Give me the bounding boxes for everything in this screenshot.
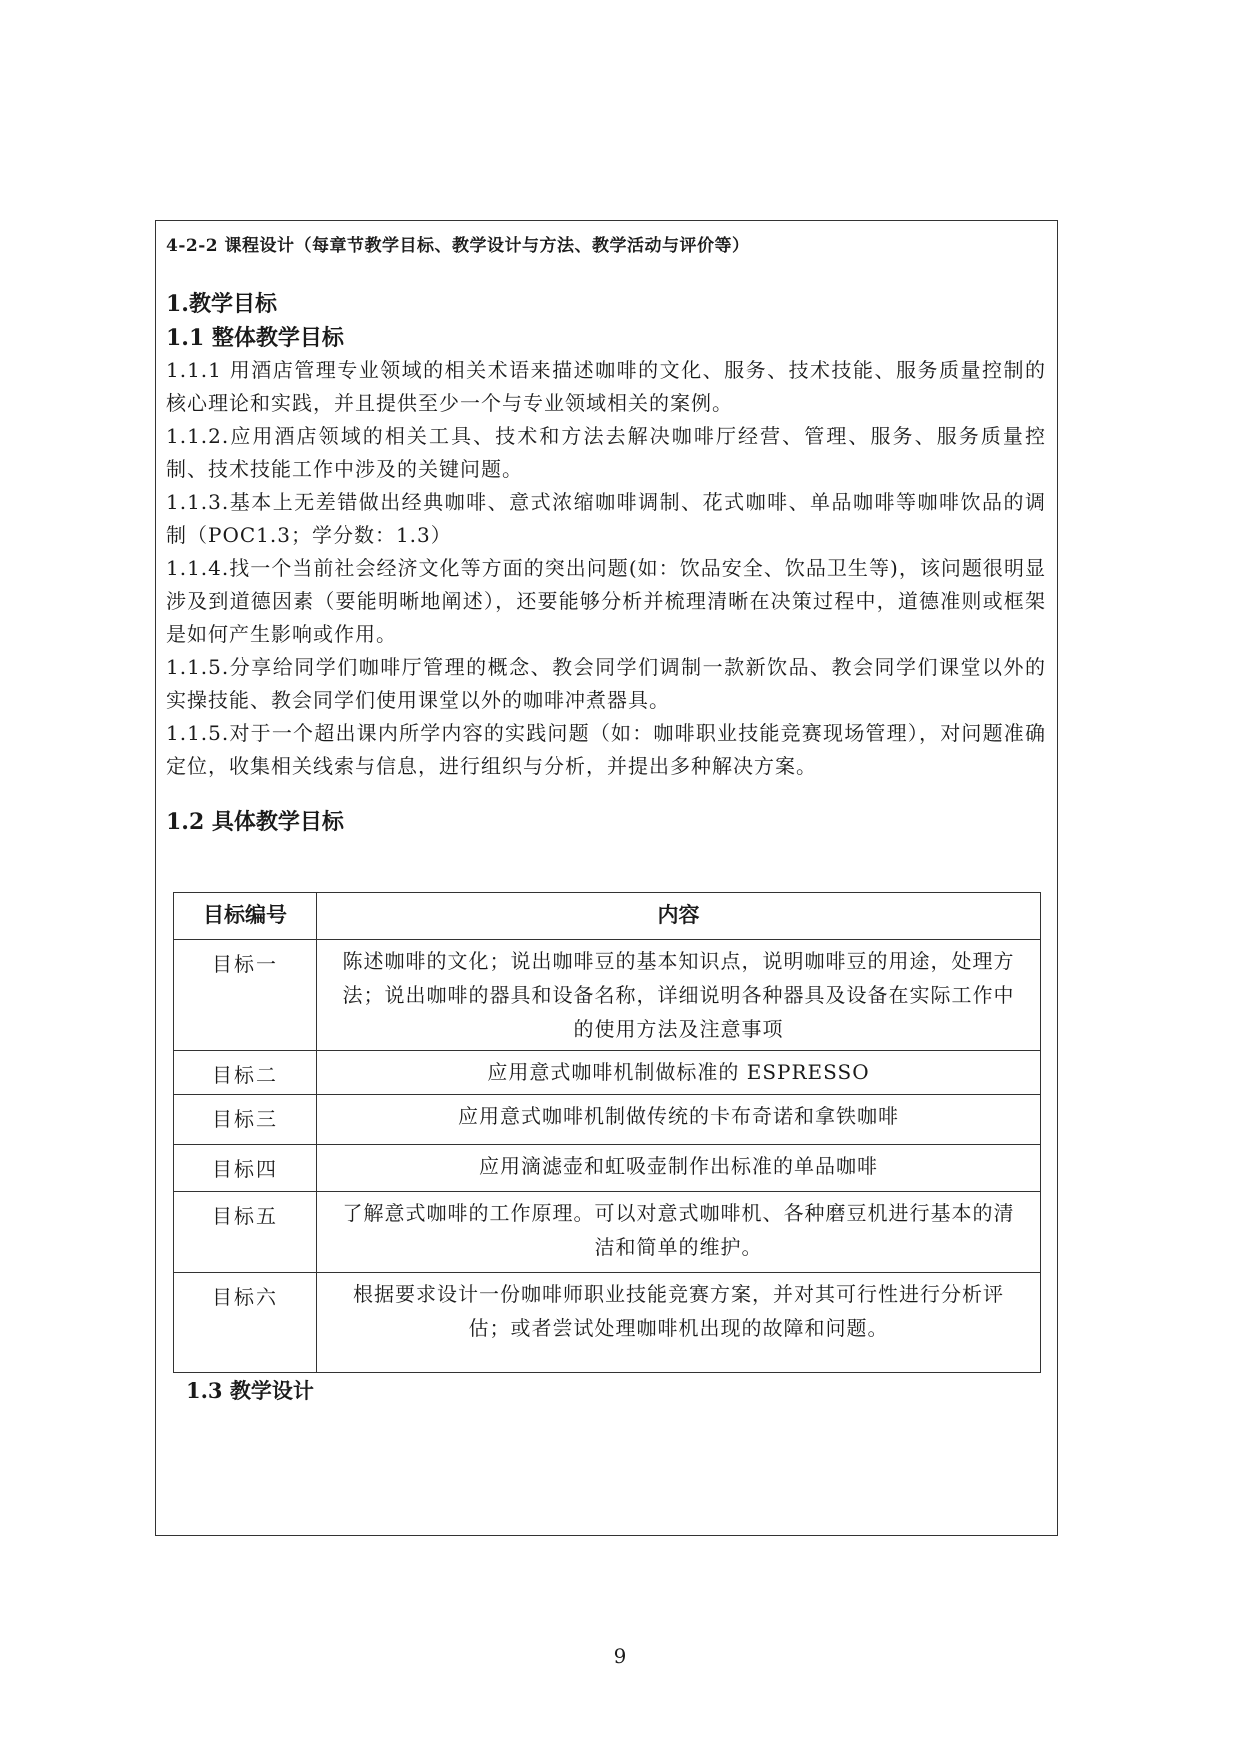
goal-id: 目标五 (174, 1192, 317, 1273)
goal-content: 陈述咖啡的文化；说出咖啡豆的基本知识点，说明咖啡豆的用途，处理方法；说出咖啡的器具和设备名称，详细说明各种器具及设备在实际工作中的使用方法及注意事项 (317, 940, 1041, 1051)
goal-id: 目标二 (174, 1051, 317, 1095)
table-header-row (174, 893, 1041, 940)
section-heading: 4-2-2 课程设计（每章节教学目标、教学设计与方法、教学活动与评价等） (166, 236, 750, 256)
goal-content: 应用意式咖啡机制做标准的 ESPRESSO (317, 1051, 1041, 1095)
goal-content: 应用意式咖啡机制做传统的卡布奇诺和拿铁咖啡 (317, 1095, 1041, 1145)
heading-overall-goals: 1.1 整体教学目标 (166, 325, 344, 351)
goals-table (173, 892, 1041, 1373)
goal-paragraph: 1.1.5.分享给同学们咖啡厅管理的概念、教会同学们调制一款新饮品、教会同学们课堂以外的实操技能、教会同学们使用课堂以外的咖啡冲煮器具。 (166, 655, 1046, 712)
heading-specific-goals: 1.2 具体教学目标 (166, 809, 344, 835)
heading-teaching-goals: 1.教学目标 (166, 291, 277, 317)
goal-paragraph: 1.1.4.找一个当前社会经济文化等方面的突出问题(如：饮品安全、饮品卫生等)，该问题很明显涉及到道德因素（要能明晰地阐述），还要能够分析并梳理清晰在决策过程中，道德准则或框架是如何产生影响或作用。 (166, 556, 1046, 646)
table-row (174, 1051, 1041, 1095)
table-row (174, 1145, 1041, 1192)
column-header-id: 目标编号 (174, 893, 317, 940)
heading-teaching-design: 1.3 教学设计 (186, 1378, 314, 1403)
goal-paragraph: 1.1.1 用酒店管理专业领域的相关术语来描述咖啡的文化、服务、技术技能、服务质量控制的核心理论和实践，并且提供至少一个与专业领域相关的案例。 (166, 358, 1046, 415)
goal-content: 了解意式咖啡的工作原理。可以对意式咖啡机、各种磨豆机进行基本的清洁和简单的维护。 (317, 1192, 1041, 1273)
overall-goals-text (166, 354, 1046, 783)
table-row (174, 940, 1041, 1051)
table-row (174, 1095, 1041, 1145)
goal-content: 根据要求设计一份咖啡师职业技能竞赛方案，并对其可行性进行分析评估；或者尝试处理咖啡机出现的故障和问题。 (317, 1273, 1041, 1373)
column-header-content: 内容 (317, 893, 1041, 940)
goal-id: 目标三 (174, 1095, 317, 1145)
table-row (174, 1273, 1041, 1373)
goal-id: 目标一 (174, 940, 317, 1051)
content-frame (155, 220, 1058, 1536)
goal-content: 应用滴滤壶和虹吸壶制作出标准的单品咖啡 (317, 1145, 1041, 1192)
table-row (174, 1192, 1041, 1273)
goal-id: 目标六 (174, 1273, 317, 1373)
goal-paragraph: 1.1.5.对于一个超出课内所学内容的实践问题（如：咖啡职业技能竞赛现场管理），对问题准确定位，收集相关线索与信息，进行组织与分析，并提出多种解决方案。 (166, 721, 1046, 778)
page-number: 9 (613, 1644, 627, 1668)
goal-id: 目标四 (174, 1145, 317, 1192)
goal-paragraph: 1.1.3.基本上无差错做出经典咖啡、意式浓缩咖啡调制、花式咖啡、单品咖啡等咖啡饮品的调制（POC1.3；学分数：1.3） (166, 490, 1046, 547)
goal-paragraph: 1.1.2.应用酒店领域的相关工具、技术和方法去解决咖啡厅经营、管理、服务、服务质量控制、技术技能工作中涉及的关键问题。 (166, 424, 1046, 481)
